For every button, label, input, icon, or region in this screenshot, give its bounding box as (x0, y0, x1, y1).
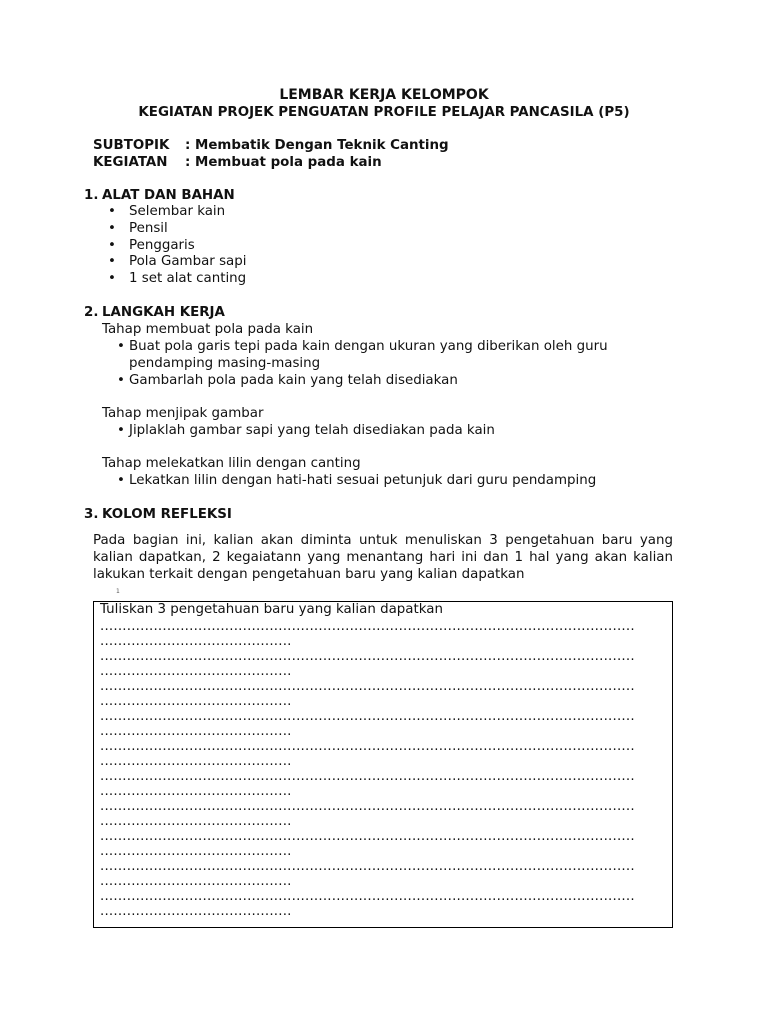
answer-line[interactable]: ........................................... (100, 874, 292, 889)
answer-line[interactable]: ........................................................................................................................ (100, 829, 635, 844)
list-item (117, 339, 657, 373)
reflection-instructions: Pada bagian ini, kalian akan diminta untuk menuliskan 3 pengetahuan baru yang kalian dapatkan, 2 kegaiatann yang menantang hari ini dan 1 hal yang akan kalian lakukan terkait dengan pengetahuan baru yang kalian dapatkan (93, 533, 673, 582)
list-item-text: Pensil (129, 220, 168, 236)
stage-steps-list (117, 423, 657, 440)
list-item-text: Pola Gambar sapi (129, 254, 247, 270)
stage-label: Tahap membuat pola pada kain (102, 322, 314, 337)
section-number: 1. (84, 188, 99, 203)
bullet-icon: • (108, 254, 116, 270)
list-item (117, 423, 657, 440)
stage-label: Tahap menjipak gambar (102, 406, 264, 421)
stage-steps-list (117, 339, 657, 389)
answer-line[interactable]: ........................................... (100, 634, 292, 649)
answer-line[interactable]: ........................................................................................................................ (100, 799, 635, 814)
subtopik-value: : Membatik Dengan Teknik Canting (185, 138, 449, 153)
page-title: LEMBAR KERJA KELOMPOK (279, 87, 489, 103)
answer-line[interactable]: ........................................... (100, 694, 292, 709)
answer-line[interactable]: ........................................... (100, 664, 292, 679)
answer-box-prompt: Tuliskan 3 pengetahuan baru yang kalian dapatkan (100, 602, 443, 617)
answer-line[interactable]: ........................................................................................................................ (100, 739, 635, 754)
list-item (108, 271, 246, 288)
section-number: 3. (84, 507, 99, 522)
section-number: 2. (84, 305, 99, 320)
footnote-mark: 1 (116, 588, 120, 595)
list-item-text: Buat pola garis tepi pada kain dengan ukuran yang diberikan oleh guru pendamping masing-masing (129, 339, 608, 371)
bullet-icon: • (117, 423, 125, 438)
answer-lines[interactable] (100, 619, 670, 919)
section-title: LANGKAH KERJA (102, 305, 225, 320)
list-item-text: Gambarlah pola pada kain yang telah disediakan (129, 372, 458, 388)
subtopik-label: SUBTOPIK (93, 138, 170, 153)
answer-line[interactable]: ........................................................................................................................ (100, 769, 635, 784)
stage-steps-list (117, 473, 657, 490)
section-title: ALAT DAN BAHAN (102, 188, 235, 203)
section-heading-alat-bahan (84, 188, 235, 205)
materials-list (108, 204, 246, 288)
page-subtitle: KEGIATAN PROJEK PENGUATAN PROFILE PELAJAR PANCASILA (P5) (138, 105, 630, 120)
answer-line[interactable]: ........................................... (100, 784, 292, 799)
answer-line[interactable]: ........................................................................................................................ (100, 859, 635, 874)
answer-line[interactable]: ........................................................................................................................ (100, 679, 635, 694)
section-heading-kolom-refleksi (84, 507, 232, 524)
list-item (108, 221, 246, 238)
answer-line[interactable]: ........................................................................................................................ (100, 619, 635, 634)
list-item (117, 473, 657, 490)
bullet-icon: • (117, 339, 125, 354)
answer-line[interactable]: ........................................... (100, 814, 292, 829)
answer-line[interactable]: ........................................................................................................................ (100, 709, 635, 724)
list-item (108, 254, 246, 271)
bullet-icon: • (108, 220, 116, 236)
answer-line[interactable]: ........................................................................................................................ (100, 649, 635, 664)
list-item (108, 238, 246, 255)
bullet-icon: • (117, 372, 125, 388)
list-item-text: Penggaris (129, 237, 195, 253)
bullet-icon: • (108, 271, 116, 287)
section-title: KOLOM REFLEKSI (102, 507, 232, 522)
kegiatan-label: KEGIATAN (93, 155, 168, 170)
kegiatan-row (93, 155, 382, 172)
list-item-text: Lekatkan lilin dengan hati-hati sesuai petunjuk dari guru pendamping (129, 473, 597, 488)
stage-label: Tahap melekatkan lilin dengan canting (102, 456, 361, 471)
answer-line[interactable]: ........................................................................................................................ (100, 889, 635, 904)
answer-line[interactable]: ........................................... (100, 724, 292, 739)
section-heading-langkah-kerja (84, 305, 225, 322)
answer-line[interactable]: ........................................... (100, 844, 292, 859)
bullet-icon: • (108, 204, 116, 219)
list-item-text: 1 set alat canting (129, 271, 247, 287)
answer-line[interactable]: ........................................... (100, 904, 292, 919)
bullet-icon: • (108, 237, 116, 253)
reflection-answer-box[interactable] (93, 601, 673, 928)
list-item-text: Jiplaklah gambar sapi yang telah disediakan pada kain (129, 423, 495, 438)
kegiatan-value: : Membuat pola pada kain (185, 155, 382, 170)
list-item (108, 204, 246, 221)
subtopik-row (93, 138, 449, 155)
answer-line[interactable]: ........................................... (100, 754, 292, 769)
list-item-text: Selembar kain (129, 204, 226, 219)
bullet-icon: • (117, 473, 125, 488)
list-item (117, 373, 657, 390)
